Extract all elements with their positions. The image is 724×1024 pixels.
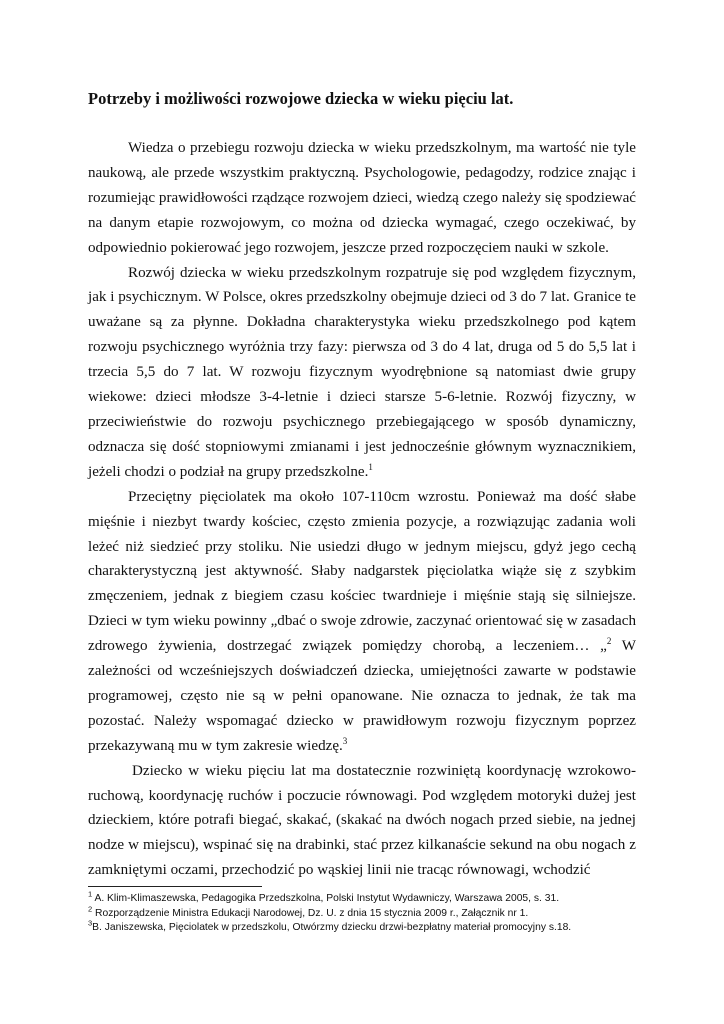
footnote-ref-2: 2 [606,636,612,647]
footnote-number: 2 [88,904,93,914]
paragraph-1 [88,136,636,261]
footnote-2 [88,904,648,922]
footnote-number: 1 [88,889,93,899]
paragraph-4-text: Dziecko w wieku pięciu lat ma dostatecznie rozwiniętą koordynację wzrokowo-ruchową, koordynację ruchów i poczucie równowagi. Pod względem motoryki dużej jest dzieckiem, które potrafi biegać, skakać, (skakać na dwóch nogach przed siebie, na jednej nodze w miejscu), wspinać się na drabinki, stać przez kilkanaście sekund na obu nogach z zamkniętymi oczami, przechodzić po wąskiej linii nie tracąc równowagi, wchodzić [88,762,636,879]
footnote-1 [88,889,648,907]
footnote-text: Rozporządzenie Ministra Edukacji Narodowej, Dz. U. z dnia 15 stycznia 2009 r., Załącznik nr 1. [92,907,529,919]
document-body [88,136,636,883]
footnote-number: 3 [88,918,93,928]
footnotes [88,889,648,936]
paragraph-3-text-a: Przeciętny pięciolatek ma około 107-110cm wzrostu. Ponieważ ma dość słabe mięśnie i niezbyt twardy kościec, często zmienia pozycje, a rozwiązując zadania woli leżeć niż siedzieć przy stoliku. Nie usiedzi długo w jednym miejscu, gdyż jego cechą charakterystyczną jest aktywność. Słaby nadgarstek pięciolatka wiąże się z szybkim zmęczeniem, jednak z biegiem czasu kościec twardnieje i mięśnie stają się silniejsze. Dzieci w tym wieku powinny „dbać o swoje zdrowie, zaczynać orientować się w zasadach zdrowego żywienia, dostrzegać związek pomiędzy chorobą, a leczeniem… „ [88,488,636,655]
paragraph-3-text-b: W zależności od wcześniejszych doświadczeń dziecka, umiejętności zawarte w podstawie programowej, często nie są w pełni opanowane. Nie oznacza to jednak, że tak ma pozostać. Należy wspomagać dziecko w prawidłowym rozwoju fizycznym poprzez przekazywaną mu w tym zakresie wiedzę. [88,638,636,754]
paragraph-3 [88,485,636,759]
footnote-ref-1: 1 [368,461,373,472]
footnote-text: A. Klim-Klimaszewska, Pedagogika Przedszkolna, Polski Instytut Wydawniczy, Warszawa 2005, s. 31. [92,893,560,904]
footnote-3 [88,918,648,936]
paragraph-2 [88,261,636,485]
footnote-ref-3: 3 [342,735,348,746]
paragraph-2-text: Rozwój dziecka w wieku przedszkolnym rozpatruje się pod względem fizycznym, jak i psychicznym. W Polsce, okres przedszkolny obejmuje dzieci od 3 do 7 lat. Granice te uważane są za płynne. Dokładna charakterystyka wieku przedszkolnego pod kątem rozwoju psychicznego wyróżnia trzy fazy: pierwsza od 3 do 4 lat, druga od 5 do 5,5 lat i trzecia 5,5 do 7 lat. W rozwoju fizycznym wyodrębnione są natomiast dwie grupy wiekowe: dzieci młodsze 3-4-letnie i dzieci starsze 5-6-letnie. Rozwój fizyczny, w przeciwieństwie do rozwoju psychicznego przebiegającego w sposób dynamiczny, odznacza się dość stopniowymi zmianami i jest jednocześnie głównym wyznacznikiem, jeżeli chodzi o podział na grupy przedszkolne. [88,264,636,480]
footnote-separator [88,886,262,887]
document-title: Potrzeby i możliwości rozwojowe dziecka w wieku pięciu lat. [88,89,514,108]
paragraph-4 [88,759,636,884]
paragraph-1-text: Wiedza o przebiegu rozwoju dziecka w wieku przedszkolnym, ma wartość nie tyle naukową, ale przede wszystkim praktyczną. Psychologowie, pedagodzy, rodzice znając i rozumiejąc prawidłowości rządzące rozwojem dzieci, wiedzą czego należy się spodziewać na danym etapie rozwojowym, co można od dziecka wymagać, czego oczekiwać, by odpowiednio pokierować jego rozwojem, jeszcze przed rozpoczęciem nauki w szkole. [88,140,636,256]
footnote-text: B. Janiszewska, Pięciolatek w przedszkolu, Otwórzmy dziecku drzwi-bezpłatny materiał promocyjny s.18. [92,922,572,934]
